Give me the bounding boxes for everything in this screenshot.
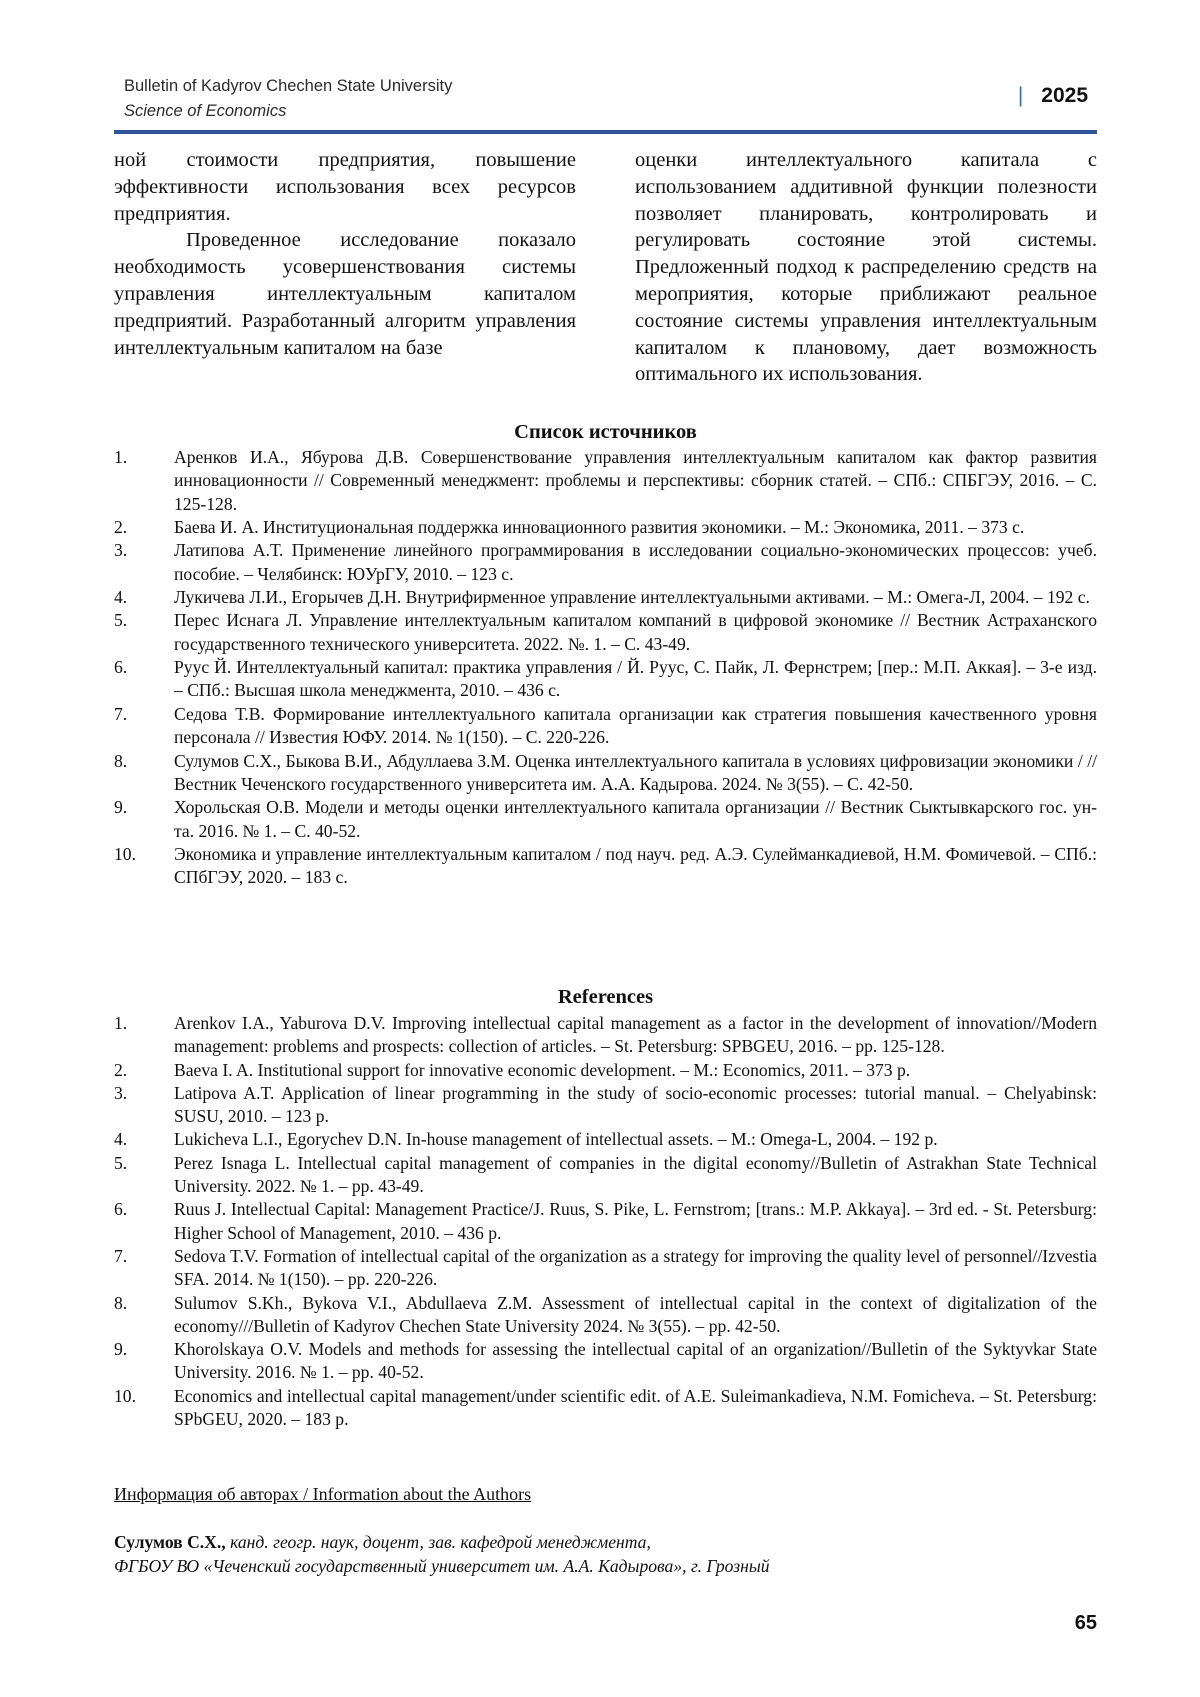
sources-title: Список источников: [114, 420, 1097, 444]
reference-number: 7.: [114, 1245, 127, 1268]
reference-text: Лукичева Л.И., Егорычев Д.Н. Внутрифирменное управление интеллектуальными активами. – М.: Омега-Л, 2004. – 192 с.: [174, 587, 1090, 607]
document-page: [0, 0, 1200, 1697]
reference-text: Sulumov S.Kh., Bykova V.I., Abdullaeva Z.M. Assessment of intellectual capital in the context of digitalization of the economy///Bulletin of Kadyrov Chechen State University 2024. № 3(55). – pp. 42-50.: [174, 1293, 1097, 1336]
header-rule: [114, 130, 1097, 134]
reference-number: 10.: [114, 1385, 136, 1408]
author-name: Сулумов С.Х.,: [114, 1532, 226, 1552]
reference-text: Седова Т.В. Формирование интеллектуального капитала организации как стратегия повышения качественного уровня персонала // Известия ЮФУ. 2014. № 1(150). – С. 220-226.: [174, 704, 1097, 747]
reference-item: [114, 1338, 1097, 1385]
reference-number: 5.: [114, 609, 127, 632]
reference-number: 8.: [114, 750, 127, 773]
reference-number: 3.: [114, 539, 127, 562]
page-header: [124, 74, 1088, 132]
author-affiliation: ФГБОУ ВО «Чеченский государственный университет им. А.А. Кадырова», г. Грозный: [114, 1554, 1097, 1578]
journal-block: [124, 74, 452, 124]
reference-item: [114, 1012, 1097, 1059]
reference-item: [114, 1198, 1097, 1245]
reference-item: [114, 609, 1097, 656]
reference-item: [114, 1128, 1097, 1151]
reference-text: Perez Isnaga L. Intellectual capital management of companies in the digital economy//Bulletin of Astrakhan State Technical University. 2022. № 1. – pp. 43-49.: [174, 1153, 1097, 1196]
reference-item: [114, 1059, 1097, 1082]
year-label: 2025: [1041, 84, 1088, 107]
reference-number: 4.: [114, 1128, 127, 1151]
reference-number: 3.: [114, 1082, 127, 1105]
reference-number: 10.: [114, 843, 136, 866]
left-paragraph-1: ной стоимости предприятия, повышение эффективности использования всех ресурсов предприятия.: [114, 147, 576, 227]
authors-heading: Информация об авторах / Information about the Authors: [114, 1482, 531, 1506]
reference-number: 5.: [114, 1152, 127, 1175]
reference-item: [114, 703, 1097, 750]
journal-title: Bulletin of Kadyrov Chechen State University: [124, 74, 452, 99]
reference-item: [114, 539, 1097, 586]
reference-number: 7.: [114, 703, 127, 726]
references-title: References: [114, 985, 1097, 1009]
reference-text: Руус Й. Интеллектуальный капитал: практика управления / Й. Руус, С. Пайк, Л. Фернстрем; [пер.: М.П. Аккая]. – 3-е изд. – СПб.: Высшая школа менеджмента, 2010. – 436 с.: [174, 657, 1097, 700]
reference-item: [114, 446, 1097, 516]
reference-text: Economics and intellectual capital management/under scientific edit. of A.E. Suleimankadieva, N.M. Fomicheva. – St. Petersburg: SPbGEU, 2020. – 183 p.: [174, 1386, 1097, 1429]
reference-text: Latipova A.T. Application of linear programming in the study of socio-economic processes: tutorial manual. – Chelyabinsk: SUSU, 2010. – 123 p.: [174, 1083, 1097, 1126]
right-paragraph-1: оценки интеллектуального капитала с использованием аддитивной функции полезности позволяет планировать, контролировать и регулировать состояние этой системы. Предложенный подход к распределению средств на мероприятия, которые приближают реальное состояние системы управления интеллектуальным капиталом к плановому, дает возможность оптимального их использования.: [635, 147, 1097, 388]
reference-item: [114, 843, 1097, 890]
reference-item: [114, 656, 1097, 703]
reference-text: Экономика и управление интеллектуальным капиталом / под науч. ред. А.Э. Сулейманкадиевой, Н.М. Фомичевой. – СПб.: СПбГЭУ, 2020. – 183 с.: [174, 844, 1097, 887]
reference-number: 2.: [114, 1059, 127, 1082]
reference-number: 8.: [114, 1292, 127, 1315]
reference-number: 6.: [114, 1198, 127, 1221]
reference-item: [114, 1152, 1097, 1199]
reference-number: 1.: [114, 446, 127, 469]
reference-item: [114, 796, 1097, 843]
reference-text: Хорольская О.В. Модели и методы оценки интеллектуального капитала организации // Вестник Сыктывкарского гос. ун-та. 2016. № 1. – С. 40-52.: [174, 797, 1097, 840]
year-separator: |: [1018, 84, 1023, 107]
sources-list: [114, 446, 1097, 890]
left-paragraph-2: Проведенное исследование показало необходимость усовершенствования системы управления интеллектуальным капиталом предприятий. Разработанный алгоритм управления интеллектуальным капиталом на базе: [114, 227, 576, 361]
reference-item: [114, 586, 1097, 609]
reference-text: Khorolskaya O.V. Models and methods for assessing the intellectual capital of an organization//Bulletin of the Syktyvkar State University. 2016. № 1. – pp. 40-52.: [174, 1339, 1097, 1382]
reference-item: [114, 1082, 1097, 1129]
left-column: [114, 147, 576, 361]
author-info: [114, 1530, 1097, 1578]
reference-item: [114, 750, 1097, 797]
reference-number: 9.: [114, 1338, 127, 1361]
reference-item: [114, 1385, 1097, 1432]
author-line: [114, 1530, 1097, 1554]
reference-text: Латипова А.Т. Применение линейного программирования в исследовании социально-экономических процессов: учеб. пособие. – Челябинск: ЮУрГУ, 2010. – 123 с.: [174, 540, 1097, 583]
reference-number: 2.: [114, 516, 127, 539]
reference-text: Аренков И.А., Ябурова Д.В. Совершенствование управления интеллектуальным капиталом как фактор развития инновационности // Современный менеджмент: проблемы и перспективы: сборник статей. – СПб.: СПБГЭУ, 2016. – С. 125-128.: [174, 447, 1097, 514]
reference-text: Перес Иснага Л. Управление интеллектуальным капиталом компаний в цифровой экономике // Вестник Астраханского государственного технического университета. 2022. №. 1. – С. 43-49.: [174, 610, 1097, 653]
reference-text: Баева И. А. Институциональная поддержка инновационного развития экономики. – М.: Экономика, 2011. – 373 с.: [174, 517, 1024, 537]
reference-item: [114, 1245, 1097, 1292]
reference-text: Lukicheva L.I., Egorychev D.N. In-house management of intellectual assets. – M.: Omega-L, 2004. – 192 p.: [174, 1129, 938, 1149]
reference-number: 6.: [114, 656, 127, 679]
journal-subtitle: Science of Economics: [124, 99, 452, 124]
reference-text: Baeva I. A. Institutional support for innovative economic development. – M.: Economics, 2011. – 373 p.: [174, 1060, 910, 1080]
year-block: [1018, 84, 1088, 108]
reference-text: Ruus J. Intellectual Capital: Management Practice/J. Ruus, S. Pike, L. Fernstrom; [trans.: M.P. Akkaya]. – 3rd ed. - St. Petersburg: Higher School of Management, 2010. – 436 p.: [174, 1199, 1097, 1242]
author-position: канд. геогр. наук, доцент, зав. кафедрой менеджмента,: [230, 1532, 651, 1552]
reference-number: 1.: [114, 1012, 127, 1035]
right-column: [635, 147, 1097, 388]
reference-number: 9.: [114, 796, 127, 819]
page-number: 65: [1075, 1612, 1097, 1635]
references-list: [114, 1012, 1097, 1431]
reference-item: [114, 516, 1097, 539]
reference-text: Arenkov I.A., Yaburova D.V. Improving intellectual capital management as a factor in the development of innovation//Modern management: problems and prospects: collection of articles. – St. Petersburg: SPBGEU, 2016. – pp. 125-128.: [174, 1013, 1097, 1056]
reference-text: Сулумов С.Х., Быкова В.И., Абдуллаева З.М. Оценка интеллектуального капитала в условиях цифровизации экономики / // Вестник Чеченского государственного университета им. А.А. Кадырова. 2024. № 3(55). – С. 42-50.: [174, 751, 1097, 794]
reference-item: [114, 1292, 1097, 1339]
reference-number: 4.: [114, 586, 127, 609]
reference-text: Sedova T.V. Formation of intellectual capital of the organization as a strategy for improving the quality level of personnel//Izvestia SFA. 2014. № 1(150). – pp. 220-226.: [174, 1246, 1097, 1289]
